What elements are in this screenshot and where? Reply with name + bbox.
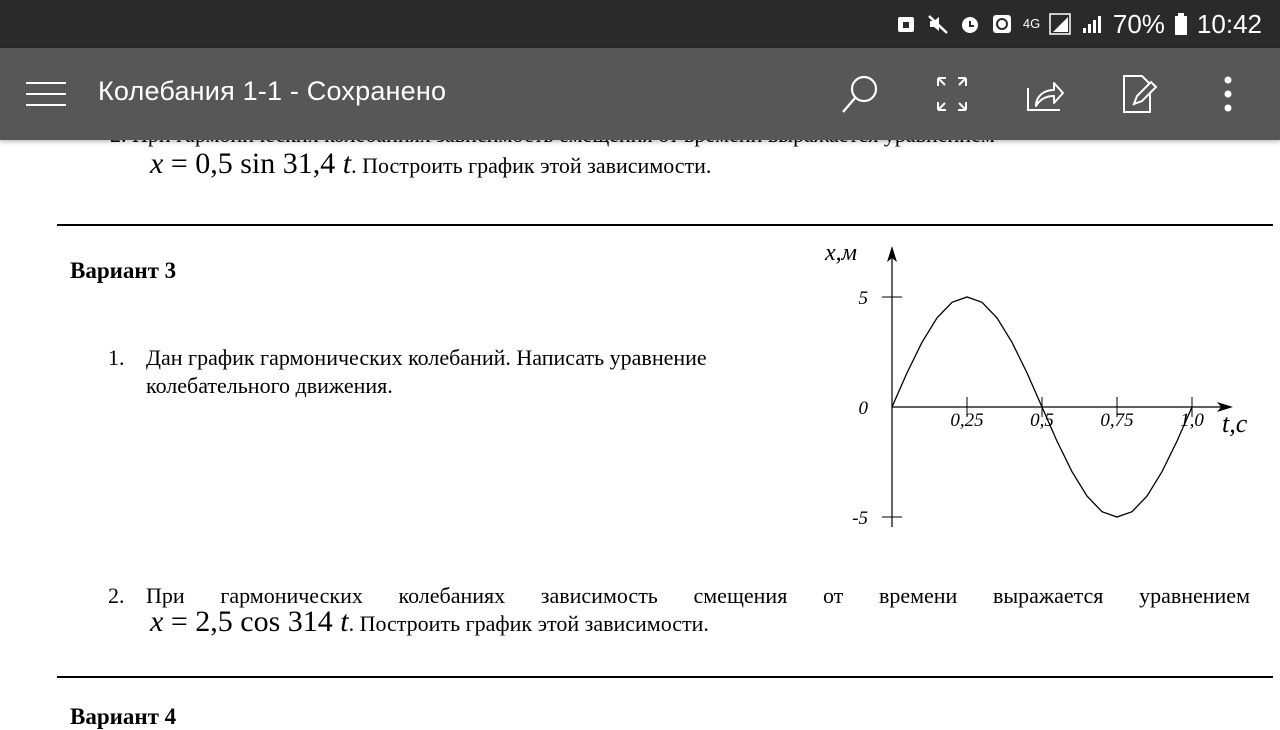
item-number: 1. <box>108 345 125 370</box>
mute-icon <box>927 13 949 35</box>
vpn-icon <box>991 13 1013 35</box>
eq-tail: . Построить график этой зависимости. <box>351 153 712 178</box>
item-1-line-2: колебательного движения. <box>146 373 393 398</box>
eq-var-t: t <box>340 605 349 638</box>
variant-3-title: Вариант 3 <box>70 258 177 283</box>
clock: 10:42 <box>1196 8 1262 39</box>
section-divider <box>57 224 1273 226</box>
eq-rhs: = 2,5 cos 314 <box>170 605 341 638</box>
y-axis-label: x,м <box>825 240 857 266</box>
status-bar <box>0 0 1280 48</box>
item-1-text <box>146 344 707 400</box>
eq-rhs: = 0,5 sin 31,4 <box>170 147 343 180</box>
search-icon[interactable] <box>838 72 882 116</box>
y-tick-label: 0 <box>858 398 868 419</box>
eq-tail: . Построить график этой зависимости. <box>348 611 709 636</box>
variant-4-title: Вариант 4 <box>70 704 177 729</box>
y-tick-label: -5 <box>852 508 868 529</box>
share-icon[interactable] <box>1022 72 1066 116</box>
item-1-line-1: Дан график гармонических колебаний. Написать уравнение <box>146 345 707 370</box>
locked-notification-icon <box>895 13 917 35</box>
x-tick-label: 1,0 <box>1180 410 1204 431</box>
signal-sim1-icon <box>1049 13 1071 35</box>
battery-icon <box>1175 13 1187 35</box>
x-tick-label: 0,5 <box>1030 410 1054 431</box>
oscillation-graph <box>815 232 1265 542</box>
section-divider <box>57 676 1273 678</box>
document-title: Колебания 1-1 - Сохранено <box>98 76 447 106</box>
more-vert-icon[interactable] <box>1206 72 1250 116</box>
x-axis-label: t,c <box>1222 409 1248 438</box>
eq-var-t: t <box>342 147 352 180</box>
eq-var-x: x <box>150 605 164 638</box>
item-number: 2. <box>108 583 125 608</box>
fullscreen-icon[interactable] <box>930 72 974 116</box>
x-tick-label: 0,25 <box>950 410 984 431</box>
y-tick-label: 5 <box>858 288 868 309</box>
alarm-icon <box>959 13 981 35</box>
edit-icon[interactable] <box>1116 72 1160 116</box>
item-2-line-1: При гармонических колебаниях зависимость смещения от времени выражается уравнением <box>146 583 1250 608</box>
previous-item-equation <box>150 147 712 180</box>
signal-sim2-icon <box>1081 13 1103 35</box>
hamburger-menu-icon[interactable] <box>26 82 66 106</box>
item-2-equation <box>150 605 709 638</box>
battery-percent: 70% <box>1112 8 1165 39</box>
eq-var-x: x <box>150 147 164 180</box>
network-type: 4G <box>1022 16 1041 31</box>
app-bar <box>0 48 1280 140</box>
x-tick-label: 0,75 <box>1100 410 1134 431</box>
